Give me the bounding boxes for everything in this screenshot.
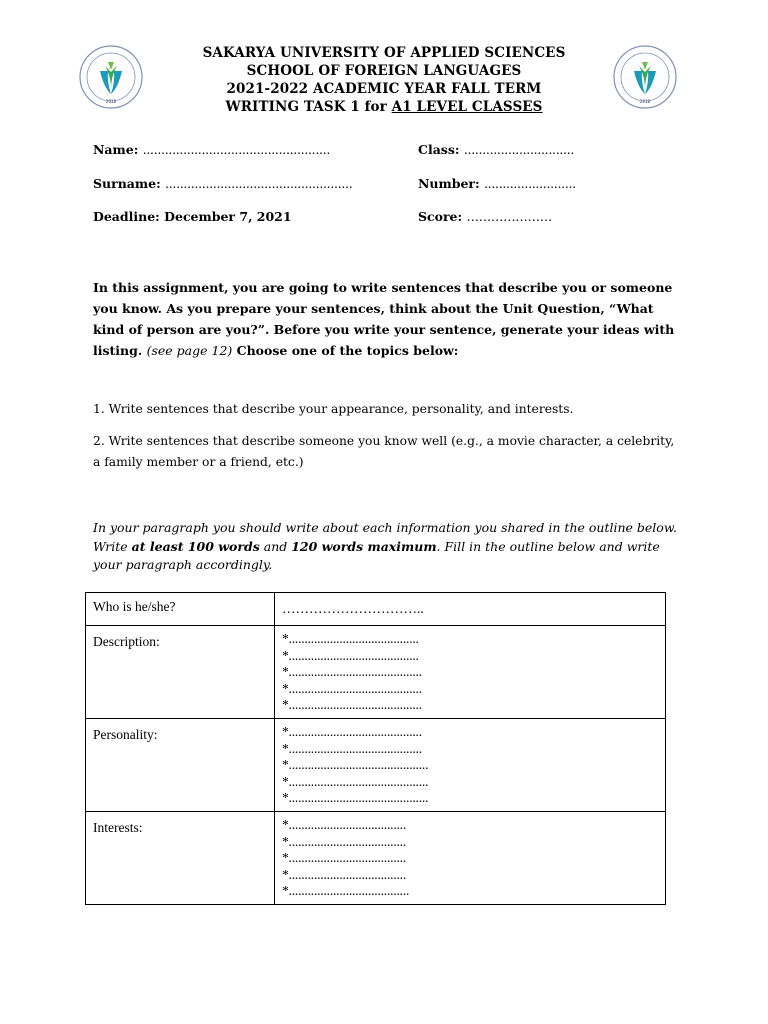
- list-item[interactable]: *.........................................: [282, 647, 419, 663]
- table-row: [86, 593, 666, 626]
- list-item[interactable]: *.........................................: [282, 631, 419, 646]
- description-label: Description:: [86, 626, 275, 719]
- page-reference: (see page 12): [146, 343, 233, 358]
- list-item[interactable]: *..........................................: [282, 664, 422, 680]
- task-title: WRITING TASK 1 for A1 LEVEL CLASSES: [225, 99, 543, 115]
- list-item[interactable]: *............................................: [282, 773, 429, 789]
- list-item[interactable]: *.....................................: [282, 850, 407, 866]
- list-item[interactable]: *.....................................: [282, 866, 407, 882]
- table-row: [86, 718, 666, 811]
- number-field[interactable]: Number: .........................: [418, 176, 576, 191]
- list-item[interactable]: *......................................: [282, 883, 410, 899]
- document-header: [0, 44, 768, 116]
- table-row: [86, 811, 666, 904]
- paragraph-instructions: In your paragraph you should write about each information you shared in the outline below. Write at least 100 words and 120 words maximum. Fill in the outline below and write your paragraph accordingly.: [93, 520, 678, 572]
- surname-field[interactable]: Surname: ...................................................: [93, 176, 353, 191]
- list-item[interactable]: *..........................................: [282, 740, 422, 756]
- score-field[interactable]: Score: …………………: [418, 209, 552, 224]
- university-name: SAKARYA UNIVERSITY OF APPLIED SCIENCES: [202, 45, 566, 61]
- level-classes: A1 LEVEL CLASSES: [391, 99, 543, 115]
- interests-answers[interactable]: [275, 811, 666, 904]
- logo-year: 2018: [639, 99, 651, 104]
- list-item[interactable]: *.....................................: [282, 833, 407, 849]
- deadline-field: Deadline: December 7, 2021: [93, 209, 292, 224]
- list-item[interactable]: *............................................: [282, 790, 429, 806]
- class-field[interactable]: Class: ..............................: [418, 142, 575, 157]
- outline-table: [85, 592, 666, 905]
- list-item[interactable]: *..........................................: [282, 680, 422, 696]
- table-row: [86, 626, 666, 719]
- academic-term: 2021-2022 ACADEMIC YEAR FALL TERM: [226, 81, 542, 97]
- list-item[interactable]: *..........................................: [282, 697, 422, 713]
- who-label: Who is he/she?: [86, 593, 275, 626]
- list-item[interactable]: *.....................................: [282, 816, 407, 832]
- topic-2: 2. Write sentences that describe someone you know well (e.g., a movie character, a celebrity, a family member or a friend, etc.): [93, 434, 675, 469]
- assignment-intro: In this assignment, you are going to write sentences that describe you or someone you know. As you prepare your sentences, think about the Unit Question, “What kind of person are you?”. Before you write your sentence, generate your ideas with listing. (see page 12) Choose one of the topics below:: [93, 280, 675, 358]
- interests-label: Interests:: [86, 811, 275, 904]
- list-item[interactable]: *..........................................: [282, 723, 422, 739]
- description-answers[interactable]: [275, 626, 666, 719]
- name-field[interactable]: Name: ...................................................: [93, 142, 331, 157]
- personality-answers[interactable]: [275, 718, 666, 811]
- logo-year: 2018: [105, 99, 117, 104]
- who-answer[interactable]: …………………………..: [275, 593, 666, 626]
- school-name: SCHOOL OF FOREIGN LANGUAGES: [246, 63, 522, 79]
- personality-label: Personality:: [86, 718, 275, 811]
- list-item[interactable]: *............................................: [282, 757, 429, 773]
- topic-1: 1. Write sentences that describe your appearance, personality, and interests.: [93, 402, 574, 416]
